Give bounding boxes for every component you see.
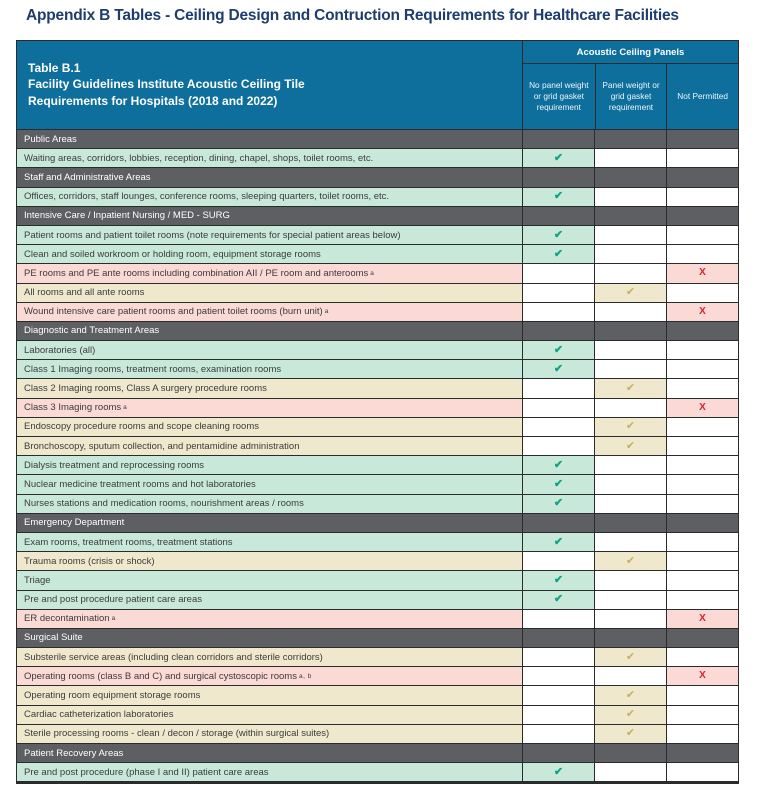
cell-not-permitted [666, 284, 738, 302]
check-icon: ✔ [553, 362, 564, 375]
cell-requirement [594, 341, 666, 359]
cell-no-requirement [522, 533, 594, 551]
section-row [17, 167, 738, 186]
row-label: Exam rooms, treatment rooms, treatment stations [17, 533, 522, 551]
cell-no-requirement [522, 322, 594, 340]
table-row [17, 244, 738, 263]
cell-requirement [594, 591, 666, 609]
row-label: Dialysis treatment and reprocessing rooms [17, 456, 522, 474]
cell-requirement [594, 149, 666, 167]
cell-no-requirement [522, 571, 594, 589]
cell-requirement [594, 706, 666, 724]
cell-not-permitted [666, 341, 738, 359]
table-row [17, 609, 738, 628]
table-row [17, 225, 738, 244]
cell-no-requirement [522, 591, 594, 609]
x-icon: X [699, 401, 706, 413]
cell-requirement [594, 744, 666, 762]
check-icon: ✔ [625, 727, 636, 740]
page-title: Appendix B Tables - Ceiling Design and Contruction Requirements for Healthcare Facilities [26, 7, 679, 24]
cell-requirement [594, 303, 666, 321]
cell-requirement [594, 629, 666, 647]
cell-no-requirement [522, 207, 594, 225]
cell-requirement [594, 207, 666, 225]
cell-not-permitted [666, 245, 738, 263]
cell-requirement [594, 188, 666, 206]
section-label: Public Areas [24, 133, 77, 145]
cell-no-requirement [522, 226, 594, 244]
row-label: Triage [17, 571, 522, 589]
check-icon: ✔ [625, 554, 636, 567]
cell-requirement [594, 264, 666, 282]
section-row [17, 206, 738, 225]
row-label: Nuclear medicine treatment rooms and hot laboratories [17, 475, 522, 493]
cell-requirement [594, 475, 666, 493]
row-label: Pre and post procedure patient care areas [17, 591, 522, 609]
check-icon: ✔ [625, 286, 636, 299]
column-header-no-requirement: No panel weight or grid gasket requirement [529, 79, 589, 113]
section-label: Emergency Department [24, 517, 125, 529]
row-label: PE rooms and PE ante rooms including combination AII / PE room and anterooms a [17, 264, 522, 282]
x-icon: X [699, 305, 706, 317]
cell-no-requirement [522, 130, 594, 148]
footnote-ref: a [324, 308, 329, 316]
check-icon: ✔ [625, 439, 636, 452]
cell-no-requirement [522, 648, 594, 666]
table-body [17, 129, 738, 781]
table-row [17, 532, 738, 551]
row-label: Wound intensive care patient rooms and patient toilet rooms (burn unit) a [17, 303, 522, 321]
cell-not-permitted [666, 226, 738, 244]
cell-requirement [594, 418, 666, 436]
check-icon: ✔ [553, 151, 564, 164]
row-label: All rooms and all ante rooms [17, 284, 522, 302]
row-label: Cardiac catheterization laboratories [17, 706, 522, 724]
footnote-ref: a [370, 269, 375, 277]
check-icon: ✔ [625, 708, 636, 721]
cell-requirement [594, 725, 666, 743]
cell-not-permitted [666, 130, 738, 148]
cell-no-requirement [522, 495, 594, 513]
cell-not-permitted [666, 514, 738, 532]
table-row [17, 283, 738, 302]
cell-not-permitted [666, 303, 738, 321]
row-label: Class 2 Imaging rooms, Class A surgery procedure rooms [17, 379, 522, 397]
table-row [17, 417, 738, 436]
cell-no-requirement [522, 303, 594, 321]
cell-not-permitted [666, 437, 738, 455]
cell-not-permitted [666, 706, 738, 724]
table-row [17, 340, 738, 359]
cell-requirement [594, 571, 666, 589]
cell-not-permitted [666, 322, 738, 340]
cell-no-requirement [522, 379, 594, 397]
check-icon: ✔ [625, 689, 636, 702]
cell-not-permitted [666, 686, 738, 704]
check-icon: ✔ [553, 497, 564, 510]
row-label: Bronchoscopy, sputum collection, and pentamidine administration [17, 437, 522, 455]
cell-requirement [594, 456, 666, 474]
cell-requirement [594, 610, 666, 628]
column-headers [523, 64, 738, 129]
x-icon: X [699, 267, 706, 279]
x-icon: X [699, 670, 706, 682]
cell-not-permitted [666, 264, 738, 282]
cell-no-requirement [522, 188, 594, 206]
section-row [17, 743, 738, 762]
table-title-line: Facility Guidelines Institute Acoustic Ceiling Tile [28, 77, 305, 92]
table-row [17, 666, 738, 685]
cell-no-requirement [522, 341, 594, 359]
cell-requirement [594, 360, 666, 378]
cell-not-permitted [666, 475, 738, 493]
cell-no-requirement [522, 706, 594, 724]
cell-no-requirement [522, 610, 594, 628]
table-row [17, 590, 738, 609]
check-icon: ✔ [553, 535, 564, 548]
table-row [17, 570, 738, 589]
table-number: Table B.1 [28, 60, 81, 75]
cell-not-permitted [666, 399, 738, 417]
footnote-ref: a [111, 615, 116, 623]
cell-no-requirement [522, 245, 594, 263]
cell-not-permitted [666, 533, 738, 551]
cell-not-permitted [666, 610, 738, 628]
row-label: Pre and post procedure (phase I and II) patient care areas [17, 763, 522, 781]
table-row [17, 148, 738, 167]
check-icon: ✔ [625, 420, 636, 433]
table-row [17, 436, 738, 455]
cell-requirement [594, 399, 666, 417]
cell-requirement [594, 686, 666, 704]
cell-no-requirement [522, 725, 594, 743]
cell-no-requirement [522, 399, 594, 417]
row-label: Class 3 Imaging rooms a [17, 399, 522, 417]
check-icon: ✔ [625, 650, 636, 663]
cell-requirement [594, 552, 666, 570]
table-row [17, 705, 738, 724]
section-row [17, 513, 738, 532]
check-icon: ✔ [553, 765, 564, 778]
cell-requirement [594, 130, 666, 148]
cell-not-permitted [666, 168, 738, 186]
cell-no-requirement [522, 514, 594, 532]
row-label: ER decontamination a [17, 610, 522, 628]
cell-requirement [594, 379, 666, 397]
check-icon: ✔ [553, 573, 564, 586]
table-row [17, 378, 738, 397]
table-title-block [17, 41, 522, 129]
check-icon: ✔ [553, 458, 564, 471]
row-label: Class 1 Imaging rooms, treatment rooms, examination rooms [17, 360, 522, 378]
footnote-ref: a [123, 404, 128, 412]
section-label: Patient Recovery Areas [24, 747, 124, 759]
cell-requirement [594, 495, 666, 513]
row-label: Waiting areas, corridors, lobbies, reception, dining, chapel, shops, toilet rooms, etc. [17, 149, 522, 167]
cell-requirement [594, 533, 666, 551]
row-label: Patient rooms and patient toilet rooms (note requirements for special patient areas below) [17, 226, 522, 244]
row-label: Clean and soiled workroom or holding room, equipment storage rooms [17, 245, 522, 263]
cell-requirement [594, 437, 666, 455]
check-icon: ✔ [553, 247, 564, 260]
cell-not-permitted [666, 648, 738, 666]
cell-not-permitted [666, 456, 738, 474]
cell-requirement [594, 514, 666, 532]
cell-requirement [594, 648, 666, 666]
cell-not-permitted [666, 418, 738, 436]
section-row [17, 628, 738, 647]
section-row [17, 129, 738, 148]
table-row [17, 302, 738, 321]
cell-not-permitted [666, 591, 738, 609]
cell-no-requirement [522, 168, 594, 186]
column-header-not-permitted: Not Permitted [666, 64, 738, 129]
cell-no-requirement [522, 284, 594, 302]
cell-no-requirement [522, 667, 594, 685]
acoustic-ceiling-table [16, 40, 739, 784]
cell-not-permitted [666, 207, 738, 225]
table-row [17, 359, 738, 378]
check-icon: ✔ [553, 190, 564, 203]
section-label: Staff and Administrative Areas [24, 171, 151, 183]
row-label: Offices, corridors, staff lounges, conference rooms, sleeping quarters, toilet rooms, etc. [17, 188, 522, 206]
table-row [17, 263, 738, 282]
cell-no-requirement [522, 629, 594, 647]
row-label: Nurses stations and medication rooms, nourishment areas / rooms [17, 495, 522, 513]
table-header [17, 41, 738, 129]
x-icon: X [699, 612, 706, 624]
row-label: Laboratories (all) [17, 341, 522, 359]
row-label: Operating rooms (class B and C) and surgical cystoscopic rooms a, b [17, 667, 522, 685]
cell-no-requirement [522, 418, 594, 436]
table-row [17, 647, 738, 666]
cell-requirement [594, 667, 666, 685]
cell-not-permitted [666, 744, 738, 762]
row-label: Substerile service areas (including clean corridors and sterile corridors) [17, 648, 522, 666]
cell-no-requirement [522, 686, 594, 704]
cell-not-permitted [666, 725, 738, 743]
table-row [17, 551, 738, 570]
check-icon: ✔ [553, 477, 564, 490]
row-label: Endoscopy procedure rooms and scope cleaning rooms [17, 418, 522, 436]
section-label: Diagnostic and Treatment Areas [24, 325, 160, 337]
check-icon: ✔ [553, 593, 564, 606]
table-row [17, 398, 738, 417]
cell-not-permitted [666, 149, 738, 167]
row-label: Sterile processing rooms - clean / decon / storage (within surgical suites) [17, 725, 522, 743]
section-row [17, 321, 738, 340]
cell-no-requirement [522, 763, 594, 781]
cell-no-requirement [522, 744, 594, 762]
check-icon: ✔ [553, 228, 564, 241]
cell-no-requirement [522, 360, 594, 378]
cell-requirement [594, 245, 666, 263]
cell-requirement [594, 284, 666, 302]
section-label: Intensive Care / Inpatient Nursing / MED - SURG [24, 210, 230, 222]
table-row [17, 474, 738, 493]
table-row [17, 724, 738, 743]
row-label: Trauma rooms (crisis or shock) [17, 552, 522, 570]
cell-requirement [594, 168, 666, 186]
cell-not-permitted [666, 763, 738, 781]
cell-not-permitted [666, 360, 738, 378]
table-row [17, 762, 738, 781]
table-title-line: Requirements for Hospitals (2018 and 2022) [28, 93, 278, 108]
group-header: Acoustic Ceiling Panels [523, 41, 738, 64]
cell-not-permitted [666, 571, 738, 589]
section-label: Surgical Suite [24, 632, 83, 644]
cell-no-requirement [522, 456, 594, 474]
cell-no-requirement [522, 552, 594, 570]
cell-no-requirement [522, 437, 594, 455]
table-row [17, 187, 738, 206]
cell-not-permitted [666, 379, 738, 397]
row-label: Operating room equipment storage rooms [17, 686, 522, 704]
cell-requirement [594, 763, 666, 781]
columns-header-group [522, 41, 738, 129]
table-row [17, 685, 738, 704]
cell-requirement [594, 322, 666, 340]
table-row [17, 494, 738, 513]
cell-not-permitted [666, 188, 738, 206]
cell-not-permitted [666, 495, 738, 513]
column-header-requirement: Panel weight or grid gasket requirement [595, 64, 667, 129]
cell-no-requirement [522, 149, 594, 167]
cell-no-requirement [522, 264, 594, 282]
cell-not-permitted [666, 629, 738, 647]
check-icon: ✔ [625, 382, 636, 395]
check-icon: ✔ [553, 343, 564, 356]
cell-requirement [594, 226, 666, 244]
cell-not-permitted [666, 552, 738, 570]
cell-no-requirement [522, 475, 594, 493]
cell-not-permitted [666, 667, 738, 685]
footnote-ref: a, b [298, 672, 312, 680]
table-row [17, 455, 738, 474]
